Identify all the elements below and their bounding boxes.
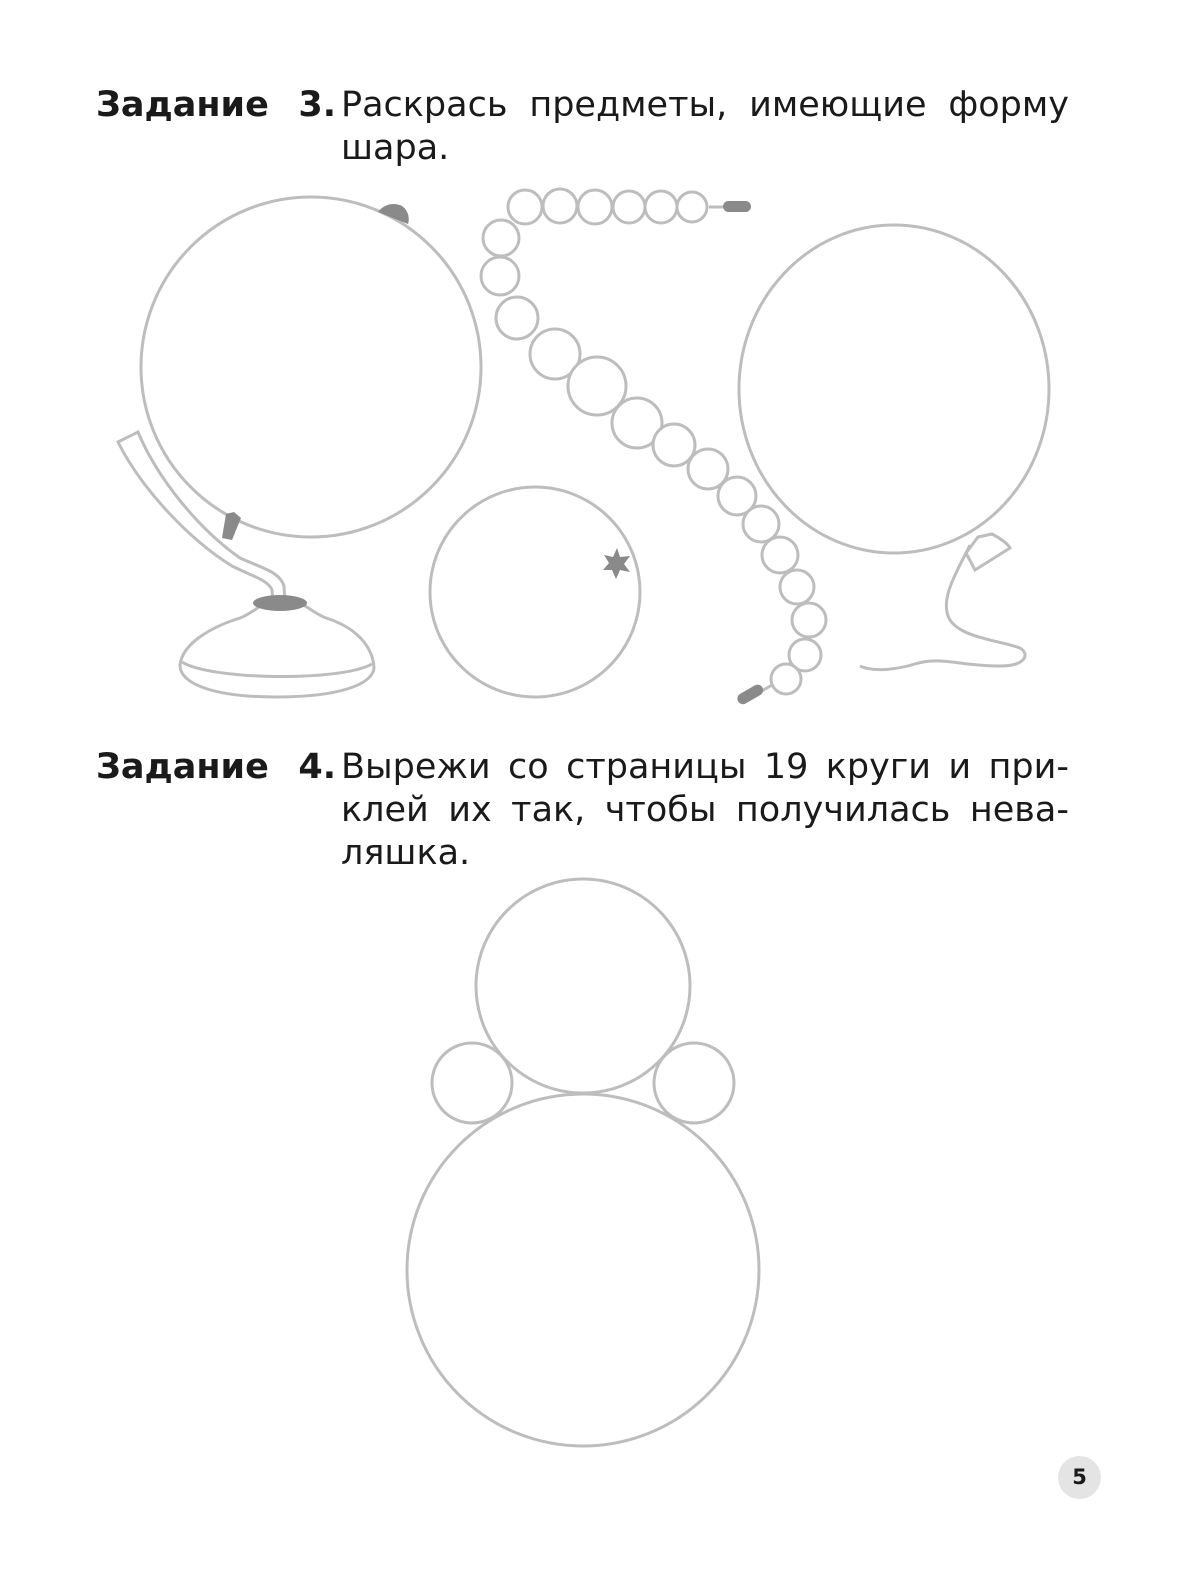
- task-3-label: Задание 3.: [96, 85, 336, 125]
- ball-circle: [430, 487, 640, 697]
- globe-picture[interactable]: [118, 197, 481, 697]
- balloon-string: [860, 545, 1025, 670]
- doll-head-circle: [476, 879, 690, 1093]
- task-4-line-1: Вырежи со страницы 19 круги и при-: [341, 747, 1069, 787]
- bead-clasp: [723, 201, 751, 212]
- bead: [543, 189, 577, 223]
- roly-poly-template[interactable]: [407, 879, 759, 1446]
- task-4-line-2: клей их так, чтобы получилась нева-: [341, 790, 1069, 830]
- bead: [780, 570, 814, 604]
- ball-picture[interactable]: [430, 487, 640, 697]
- task-4-label: Задание 4.: [96, 747, 336, 787]
- doll-body-circle: [407, 1094, 759, 1446]
- bead: [508, 190, 542, 224]
- globe-sphere: [141, 197, 481, 537]
- balloon-body: [739, 225, 1049, 553]
- bead: [645, 191, 677, 223]
- bead: [496, 297, 538, 339]
- task-4-line-3: ляшка.: [341, 833, 471, 873]
- bead: [483, 220, 519, 256]
- balloon-knot: [966, 534, 1010, 570]
- globe-clip: [222, 512, 241, 540]
- page-number-badge: 5: [1058, 1456, 1101, 1499]
- globe-stand-socket: [253, 595, 307, 611]
- bead: [481, 257, 519, 295]
- globe-stand-base: [180, 600, 374, 697]
- bead-clasp: [735, 683, 765, 707]
- bead: [613, 191, 645, 223]
- bead: [578, 190, 612, 224]
- bead: [677, 192, 707, 222]
- task-3-line-2: шара.: [341, 128, 450, 168]
- task-3-line-1: Раскрась предметы, имеющие форму: [341, 85, 1069, 125]
- balloon-picture[interactable]: [739, 225, 1049, 670]
- bead: [771, 664, 801, 694]
- bead: [792, 603, 826, 637]
- bead: [762, 537, 798, 573]
